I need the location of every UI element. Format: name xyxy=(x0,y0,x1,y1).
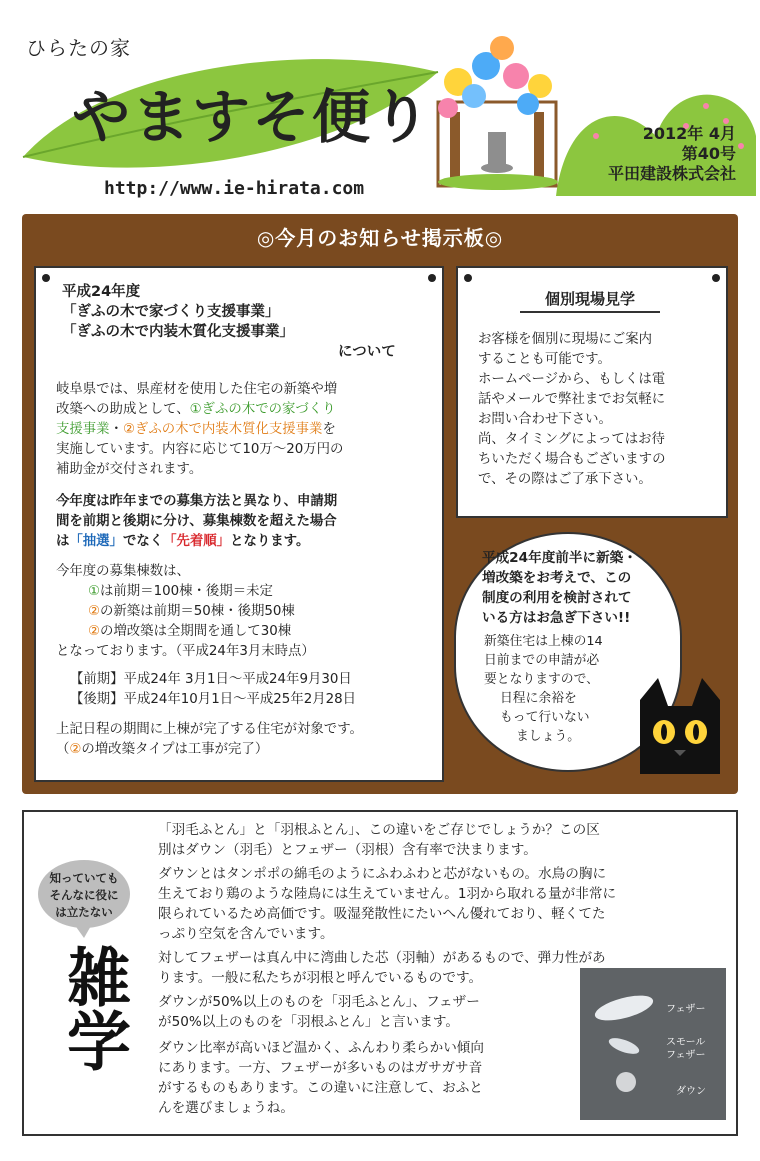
photo-label-small-feather: スモール フェザー xyxy=(666,1037,706,1061)
trivia-title: 雑学 xyxy=(56,944,130,1072)
speech-urgent-text: 平成24年度前半に新築・ 増改築をお考えで、この 制度の利用を検討されて いる方はお急ぎ下さい!! xyxy=(482,550,637,626)
trivia-paragraph-5: ダウン比率が高いほど温かく、ふんわり柔らかい傾向 にあります。一方、フェザーが多いものはガサガサ音 がするものもあります。この違いに注意して、おふと んを選びましょうね。 xyxy=(158,1040,484,1116)
pin-icon xyxy=(42,274,50,282)
site-visit-title: 個別現場見学 xyxy=(520,288,660,313)
issue-number: 第40号 xyxy=(681,144,736,163)
brand-small: ひらたの家 xyxy=(26,36,131,60)
bulletin-board-title: ◎今月のお知らせ掲示板◎ xyxy=(256,226,504,250)
trivia-paragraph-2: ダウンとはタンポポの綿毛のようにふわふわと芯がないもの。水鳥の胸に 生えており鶏のような陸鳥には生えていません。1羽から取れる量が非常に 限られているため高価です。吸湿発散性にたいへん優れており、軽くてた っぷり空気を含んでいます。 xyxy=(158,866,617,942)
photo-label-down: ダウン xyxy=(676,1086,706,1097)
trivia-paragraph-4: ダウンが50%以上のものを「羽毛ふとん」、フェザー が50%以上のものを「羽根ふとん」と言います。 xyxy=(158,994,480,1030)
notice-paragraph-4: 上記日程の期間に上棟が完了する住宅が対象です。 （②の増改築タイプは工事が完了） xyxy=(56,722,363,757)
pin-icon xyxy=(464,274,472,282)
pin-icon xyxy=(428,274,436,282)
notice-paragraph-2: 今年度は昨年までの募集方法と異なり、申請期 間を前期と後期に分け、募集棟数を超えた場合 は「抽選」でなく「先着順」となります。 xyxy=(56,494,338,549)
trivia-bubble-text: 知っていても そんなに役に は立たない xyxy=(49,871,119,919)
application-periods: 【前期】平成24年 3月1日～平成24年9月30日 【後期】平成24年10月1日～平成25年2月28日 xyxy=(70,672,357,707)
site-visit-panel xyxy=(456,266,728,518)
company-name: 平田建設株式会社 xyxy=(607,164,736,183)
recruitment-count: 今年度の募集棟数は、 ①は前期＝100棟・後期＝未定 ②の新築は前期＝50棟・後期50棟 ②の増改築は全期間を通して30棟 となっております。（平成24年3月末時点） xyxy=(56,564,315,659)
pin-icon xyxy=(712,274,720,282)
feather-photo xyxy=(580,968,726,1120)
subsidy-notice-panel xyxy=(34,266,444,782)
notice-heading: 平成24年度 「ぎふの木で家づくり支援事業」 「ぎふの木で内装木質化支援事業」 について xyxy=(62,284,396,360)
trivia-paragraph-1: 「羽毛ふとん」と「羽根ふとん」、この違いをご存じでしょうか？この区 別はダウン（羽毛）とフェザー（羽根）含有率で決まります。 xyxy=(158,822,600,858)
trivia-paragraph-3: 対してフェザーは真ん中に湾曲した芯（羽軸）があるもので、弾力性があ ります。一般に私たちが羽根と呼んでいるものです。 xyxy=(158,950,606,986)
speech-detail-text: 新築住宅は上棟の14 日前までの申請が必 要となりますので、 日程に余裕を もって行いない ましょう。 xyxy=(484,634,603,744)
issue-info xyxy=(586,124,736,184)
site-visit-text: お客様を個別に現場にご案内 することも可能です。 ホームページから、もしくは電 話やメールで弊社までお気軽に お問い合わせ下さい。 尚、タイミングによってはお待 ちいただく場合もございますの で、その際はご了承下さい。 xyxy=(478,332,666,487)
website-link[interactable]: http://www.ie-hirata.com xyxy=(104,178,365,199)
notice-paragraph-1: 岐阜県では、県産材を使用した住宅の新築や増 改築への助成として、①ぎふの木での家づくり 支援事業・②ぎふの木で内装木質化支援事業を 実施しています。内容に応じて10万～20万円の 補助金が交付されます。 xyxy=(56,382,344,477)
photo-label-feather: フェザー xyxy=(666,1004,706,1015)
issue-date: 2012年 4月 xyxy=(642,124,736,143)
newsletter-title: やますそ便り xyxy=(72,83,433,151)
black-cat-icon xyxy=(634,676,726,776)
